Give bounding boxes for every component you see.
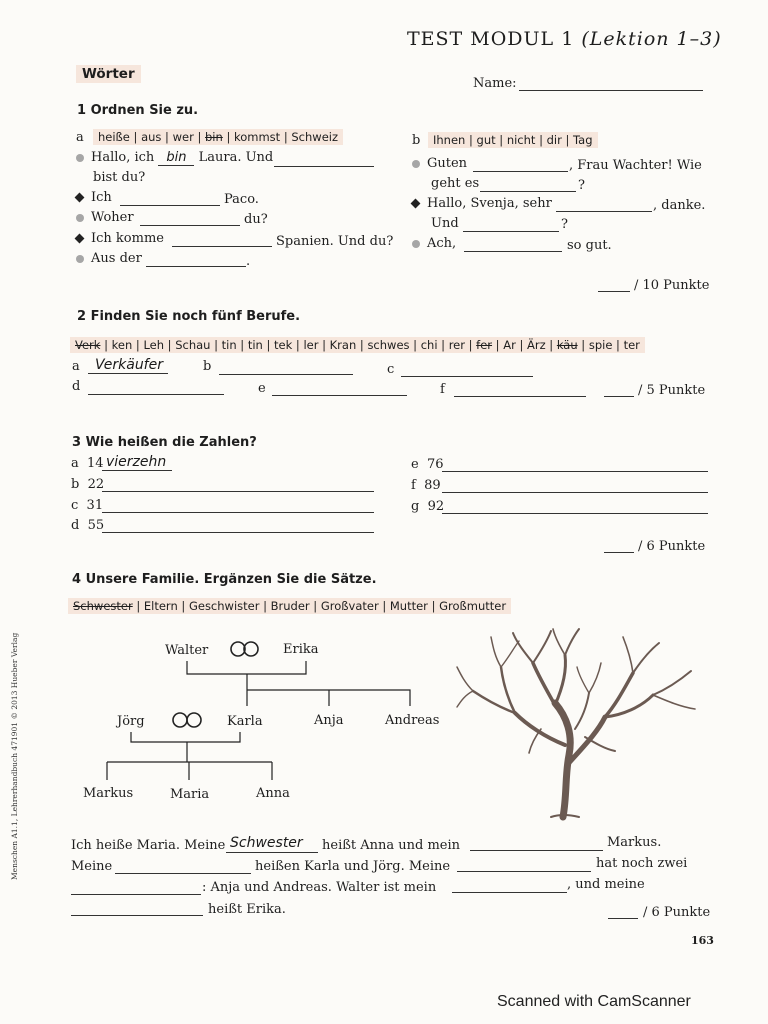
s1-a-wordbox: heiße | aus | wer | bin | kommst | Schweiz xyxy=(93,129,343,145)
s4-text-line2-b: heißen Karla und Jörg. Meine xyxy=(255,859,451,874)
s3-item-f: f 89 xyxy=(411,478,441,493)
scanner-watermark: Scanned with CamScanner xyxy=(497,993,691,1010)
page-title: TEST MODUL 1 (Lektion 1–3) xyxy=(407,28,722,50)
name-label: Name: xyxy=(473,76,517,91)
s4-blank-2[interactable] xyxy=(470,850,603,851)
s1-a-answer-bin: bin xyxy=(158,150,194,166)
s1-a-sentence-1-cont: bist du? xyxy=(93,170,146,185)
s1-b-wordbox: Ihnen | gut | nicht | dir | Tag xyxy=(428,132,598,148)
s1-b-sentence-5-post: so gut. xyxy=(567,238,612,253)
s2-answer-a: Verkäufer xyxy=(95,357,163,373)
tree-karla: Karla xyxy=(227,714,263,729)
s1-b-sentence-1-post: , Frau Wachter! Wie xyxy=(569,158,702,173)
s1-b-sentence-5: Ach, xyxy=(412,236,456,251)
s1-a-sentence-5: Aus der xyxy=(76,251,142,266)
s1-a-sentence-5-post: . xyxy=(246,254,251,269)
s3-item-g: g 92 xyxy=(411,499,445,514)
s1-b-sentence-2-post: ? xyxy=(578,178,585,193)
s2-label-e: e xyxy=(258,381,266,396)
section-woerter-heading: Wörter xyxy=(76,65,141,83)
s4-text-line2-a: Meine xyxy=(71,859,113,874)
s4-blank-3[interactable] xyxy=(115,873,251,874)
s4-text-line1-c: Markus. xyxy=(607,835,662,850)
s4-text-line4: heißt Erika. xyxy=(208,902,286,917)
section-3-heading: 3 Wie heißen die Zahlen? xyxy=(72,435,257,450)
s1-points: / 10 Punkte xyxy=(634,278,710,293)
s1-a-sentence-1: Hallo, ich bin Laura. Und xyxy=(76,150,273,166)
s4-points-blank[interactable] xyxy=(608,918,638,919)
s4-blank-7[interactable] xyxy=(71,915,203,916)
tree-anja: Anja xyxy=(314,713,344,728)
s2-label-a: a xyxy=(72,359,80,374)
tree-joerg: Jörg xyxy=(117,714,145,729)
s3-item-c: c 31 xyxy=(71,498,104,513)
s3-item-a: a 14 xyxy=(71,456,104,471)
section-1-heading: 1 Ordnen Sie zu. xyxy=(77,103,199,118)
s1-b-sentence-4: Und xyxy=(431,216,459,231)
s1-b-sentence-1: Guten xyxy=(412,156,467,171)
section-4-heading: 4 Unsere Familie. Ergänzen Sie die Sätze. xyxy=(72,572,377,587)
s1-a-sentence-3-post: du? xyxy=(244,212,268,227)
s4-blank-6[interactable] xyxy=(452,892,567,893)
s2-syllable-box: Verk | ken | Leh | Schau | tin | tin | tek | ler | Kran | schwes | chi | rer | fer | Ar | Ärz | käu | spie | ter xyxy=(70,337,645,353)
s2-label-d: d xyxy=(72,379,81,394)
s4-text-line1-a: Ich heiße Maria. Meine xyxy=(71,838,226,853)
tree-maria: Maria xyxy=(170,787,210,802)
s4-points: / 6 Punkte xyxy=(643,905,711,920)
s4-text-line3-b: , und meine xyxy=(567,877,645,892)
s3-item-b: b 22 xyxy=(71,477,105,492)
s1-a-sentence-2: Ich xyxy=(76,190,112,205)
s2-points: / 5 Punkte xyxy=(638,383,706,398)
s1-a-sentence-4-post: Spanien. Und du? xyxy=(276,234,394,249)
section-2-heading: 2 Finden Sie noch fünf Berufe. xyxy=(77,309,301,324)
tree-andreas: Andreas xyxy=(385,713,440,728)
s4-word-box: Schwester | Eltern | Geschwister | Bruder | Großvater | Mutter | Großmutter xyxy=(68,598,511,614)
s4-text-line3-a: : Anja und Andreas. Walter ist mein xyxy=(202,880,437,895)
s1-b-sentence-3-post: , danke. xyxy=(653,198,706,213)
s4-answer-schwester: Schwester xyxy=(230,835,303,851)
s1-a-sentence-3: Woher xyxy=(76,210,134,225)
tree-markus: Markus xyxy=(83,786,134,801)
copyright-note: Menschen A1.1, Lehrerhandbuch 471901 © 2013 Hueber Verlag xyxy=(10,632,19,880)
s1-a-label: a xyxy=(76,130,84,145)
s1-a-sentence-4: Ich komme xyxy=(76,231,164,246)
s1-a-sentence-2-post: Paco. xyxy=(224,192,259,207)
s4-text-line1-b: heißt Anna und mein xyxy=(322,838,461,853)
tree-illustration xyxy=(455,625,705,825)
s1-b-sentence-2: geht es xyxy=(431,176,480,191)
s4-text-line2-c: hat noch zwei xyxy=(596,856,688,871)
s4-blank-4[interactable] xyxy=(457,871,591,872)
s2-label-b: b xyxy=(203,359,212,374)
tree-erika: Erika xyxy=(283,642,319,657)
tree-anna: Anna xyxy=(256,786,290,801)
s3-item-e: e 76 xyxy=(411,457,444,472)
s3-answer-a: vierzehn xyxy=(106,454,167,470)
s1-b-sentence-3: Hallo, Svenja, sehr xyxy=(412,196,552,211)
tree-walter: Walter xyxy=(165,643,209,658)
s1-b-sentence-4-post: ? xyxy=(561,217,568,232)
s3-item-d: d 55 xyxy=(71,518,105,533)
s2-label-f: f xyxy=(440,382,445,397)
s4-blank-1[interactable] xyxy=(226,852,318,853)
s2-label-c: c xyxy=(387,362,395,377)
s1-b-label: b xyxy=(412,133,421,148)
s3-points: / 6 Punkte xyxy=(638,539,706,554)
page-number: 163 xyxy=(691,934,714,947)
s4-blank-5[interactable] xyxy=(71,894,201,895)
